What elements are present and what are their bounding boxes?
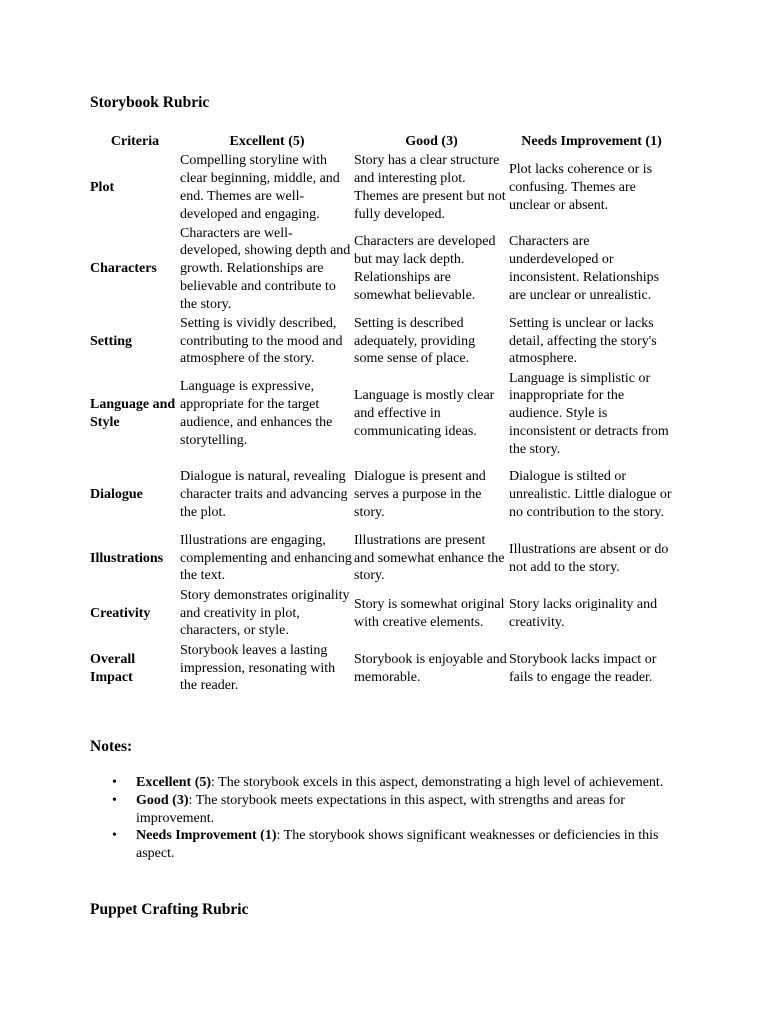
needs-improvement-cell: Plot lacks coherence or is confusing. Themes are unclear or absent. — [509, 162, 653, 213]
good-cell: Story is somewhat original with creative elements. — [354, 596, 505, 630]
good-cell: Language is mostly clear and effective in communicating ideas. — [354, 388, 495, 439]
notes-list — [90, 774, 680, 863]
storybook-rubric-table — [90, 132, 674, 696]
good-cell: Storybook is enjoyable and memorable. — [354, 651, 507, 685]
header-criteria: Criteria — [110, 134, 160, 150]
table-row-creativity — [90, 586, 674, 641]
excellent-cell: Characters are well-developed, showing depth and growth. Relationships are believable and contribute to the story. — [180, 225, 351, 312]
good-cell: Setting is described adequately, providing some sense of place. — [354, 315, 476, 367]
excellent-cell: Story demonstrates originality and creativity in plot, characters, or style. — [180, 587, 350, 639]
note-term: Needs Improvement (1) — [136, 828, 277, 844]
note-term: Good (3) — [136, 792, 189, 808]
criteria-cell: Dialogue — [90, 487, 143, 503]
excellent-cell: Dialogue is natural, revealing character traits and advancing the plot. — [180, 469, 348, 520]
needs-improvement-cell: Dialogue is stilted or unrealistic. Little dialogue or no contribution to the story. — [509, 469, 672, 520]
criteria-cell: Creativity — [90, 605, 151, 621]
list-item — [90, 827, 680, 863]
excellent-cell: Setting is vividly described, contributing to the mood and atmosphere of the story. — [180, 315, 343, 367]
excellent-cell: Compelling storyline with clear beginning, middle, and end. Themes are well-developed and engaging. — [180, 153, 340, 222]
needs-improvement-cell: Setting is unclear or lacks detail, affecting the story's atmosphere. — [509, 315, 657, 367]
header-excellent: Excellent (5) — [229, 134, 305, 150]
table-row-plot — [90, 152, 674, 224]
good-cell: Story has a clear structure and interesting plot. Themes are present but not fully developed. — [354, 153, 506, 222]
good-cell: Dialogue is present and serves a purpose in the story. — [354, 469, 486, 520]
storybook-rubric-heading: Storybook Rubric — [90, 94, 210, 111]
good-cell: Characters are developed but may lack depth. Relationships are somewhat believable. — [354, 234, 496, 303]
header-needs-improvement: Needs Improvement (1) — [521, 134, 662, 150]
table-row-dialogue — [90, 459, 674, 531]
notes-heading: Notes: — [90, 738, 133, 755]
excellent-cell: Storybook leaves a lasting impression, resonating with the reader. — [180, 642, 336, 694]
list-item — [90, 792, 680, 828]
note-text: : The storybook excels in this aspect, demonstrating a high level of achievement. — [211, 775, 664, 790]
criteria-cell: Setting — [90, 333, 132, 349]
note-term: Excellent (5) — [136, 775, 212, 790]
bullet-icon: • — [112, 775, 117, 790]
bullet-icon: • — [112, 828, 117, 844]
note-text: : The storybook meets expectations in this aspect, with strengths and areas for improvement. — [136, 792, 625, 826]
table-row-characters — [90, 224, 674, 314]
table-row-overall-impact — [90, 641, 674, 696]
criteria-cell: Illustrations — [90, 550, 164, 566]
good-cell: Illustrations are present and somewhat enhance the story. — [354, 532, 505, 584]
header-good: Good (3) — [405, 134, 458, 150]
needs-improvement-cell: Language is simplistic or inappropriate for the audience. Style is inconsistent or detracts from the story. — [509, 370, 669, 457]
criteria-cell: Overall Impact — [90, 651, 136, 685]
needs-improvement-cell: Illustrations are absent or do not add to the story. — [509, 541, 669, 575]
criteria-cell: Characters — [90, 261, 157, 277]
excellent-cell: Illustrations are engaging, complementing and enhancing the text. — [180, 532, 352, 584]
excellent-cell: Language is expressive, appropriate for the target audience, and enhances the storytelling. — [180, 379, 333, 448]
note-text: : The storybook shows significant weaknesses or deficiencies in this aspect. — [136, 828, 659, 862]
needs-improvement-cell: Characters are underdeveloped or inconsistent. Relationships are unclear or unrealistic. — [509, 234, 660, 303]
puppet-crafting-rubric-heading: Puppet Crafting Rubric — [90, 901, 249, 918]
table-row-illustrations — [90, 531, 674, 586]
criteria-cell: Plot — [90, 180, 115, 196]
table-row-setting — [90, 314, 674, 369]
needs-improvement-cell: Story lacks originality and creativity. — [509, 596, 658, 630]
list-item — [90, 774, 680, 792]
bullet-icon: • — [112, 792, 117, 808]
table-row-language-and-style — [90, 369, 674, 459]
table-header-row — [90, 132, 674, 152]
needs-improvement-cell: Storybook lacks impact or fails to engage the reader. — [509, 651, 657, 685]
criteria-cell: Language and Style — [90, 397, 176, 430]
